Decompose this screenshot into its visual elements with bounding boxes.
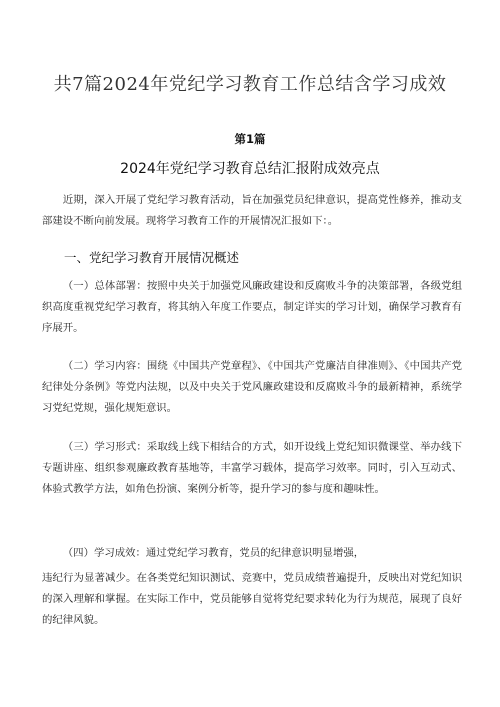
item-study-results: （四）学习成效：通过党纪学习教育，党员的纪律意识明显增强，: [62, 547, 365, 559]
results-continuation: 违纪行为显著减少。在各类党纪知识测试、竞赛中，党员成绩普遍提升，反映出对党纪知识的深入理解和掌握。在实际工作中，党员能够自觉将党纪要求转化为行为规范，展现了良好的纪律风貌。: [42, 572, 462, 626]
item-study-content: （二）学习内容：围绕《中国共产党章程》、《中国共产党廉洁自律准则》、《中国共产党纪律处分条例》等党内法规，以及中央关于党风廉政建设和反腐败斗争的最新精神，系统学习党纪党规，强化规矩意识。: [42, 360, 462, 414]
item-study-form: （三）学习形式：采取线上线下相结合的方式，如开设线上党纪知识微课堂、举办线下专题讲座、组织参观廉政教育基地等，丰富学习载体，提高学习效率。同时，引入互动式、体验式教学方法，如角色扮演、案例分析等，提升学习的参与度和趣味性。: [42, 441, 462, 495]
article-subtitle: 2024年党纪学习教育总结汇报附成效亮点: [120, 161, 380, 177]
chapter-label: 第1篇: [234, 132, 266, 146]
intro-paragraph: 近期，深入开展了党纪学习教育活动，旨在加强党员纪律意识，提高党性修养，推动支部建设不断向前发展。现将学习教育工作的开展情况汇报如下：。: [42, 194, 462, 227]
item-overall-deployment: （一）总体部署：按照中央关于加强党风廉政建设和反腐败斗争的决策部署，各级党组织高度重视党纪学习教育，将其纳入年度工作要点，制定详实的学习计划，确保学习教育有序展开。: [42, 280, 462, 334]
document-title: 共7篇2024年党纪学习教育工作总结含学习成效: [53, 74, 447, 95]
section-heading: 一、党纪学习教育开展情况概述: [64, 250, 240, 265]
